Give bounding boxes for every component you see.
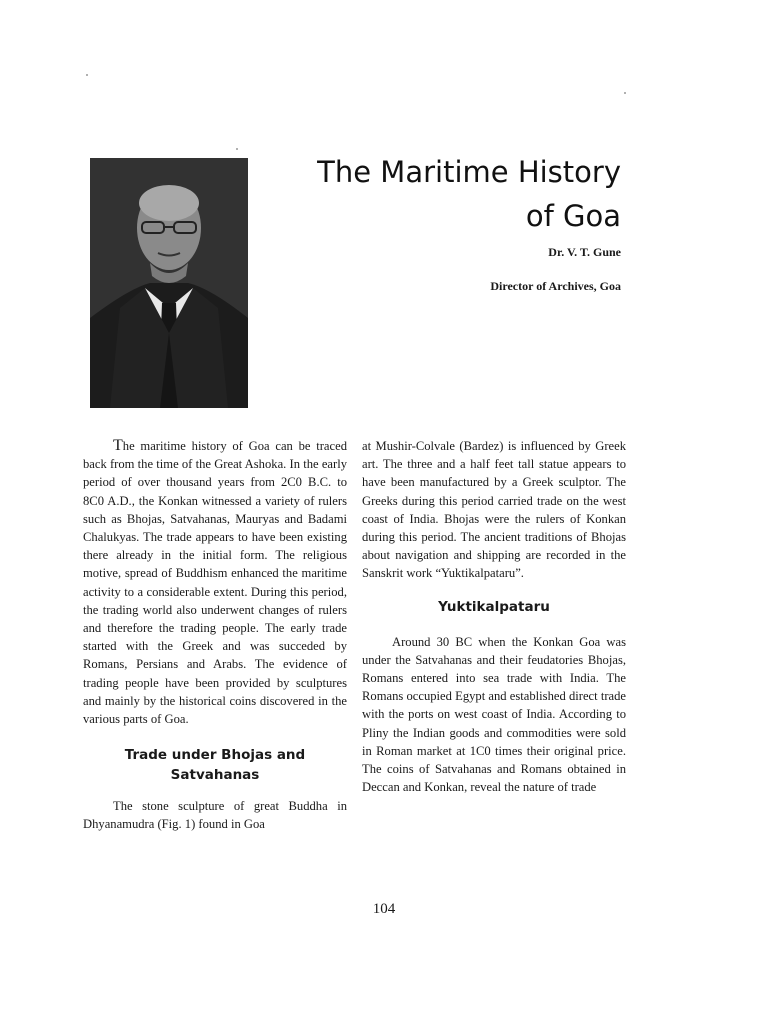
section-heading-yuktikalpataru: Yuktikalpataru <box>438 598 550 615</box>
intro-paragraph <box>83 437 347 728</box>
author-portrait-photo <box>90 158 248 408</box>
section-heading-trade: Trade under Bhojas and Satvahanas <box>124 747 306 784</box>
drop-cap: T <box>113 437 123 454</box>
title-line-2: of Goa <box>525 199 621 233</box>
right-column <box>362 437 626 796</box>
scan-speck <box>624 92 626 94</box>
scan-speck <box>86 74 88 76</box>
author-affiliation: Director of Archives, Goa <box>490 279 621 293</box>
left-column <box>83 437 347 834</box>
intro-paragraph-text: he maritime history of Goa can be traced back from the time of the Great Ashoka. In the early period of over thousand years from 2C0 B.C. to 8C0 A.D., the Konkan witnessed a variety of rulers such as Bhojas, Satvahanas, Mauryas and Badami Chalukyas. The trade appears to have been existing there already in the initial form. The religious motive, spread of Buddhism enhanced the maritime activity to a considerable extent. During this period, the trading world also underwent changes of rulers and therefore the trading people. The early trade started with the Greek and was succeded by Romans, Persians and Arabs. The evidence of trading people have been provided by sculptures and mainly by the historical coins discovered in the various parts of Goa. <box>83 439 347 727</box>
trade-paragraph: The stone sculpture of great Buddha in Dhyanamudra (Fig. 1) found in Goa <box>83 799 347 832</box>
yuktikalpataru-paragraph: Around 30 BC when the Konkan Goa was under the Satvahanas and their feudatories Bhojas, Romans entered into sea trade with India. The Romans occupied Egypt and established direct trade with the ports on west coast of India. According to Pliny the Indian goods and commodities were sold in Roman market at 1C0 times their original price. The coins of Satvahanas and Romans obtained in Deccan and Konkan, reveal the nature of trade <box>362 634 626 795</box>
scan-speck <box>236 148 238 150</box>
page-number: 104 <box>372 901 396 917</box>
article-title <box>317 150 621 238</box>
title-line-1: The Maritime History <box>317 155 621 189</box>
author-name: Dr. V. T. Gune <box>548 245 621 259</box>
continued-paragraph: at Mushir-Colvale (Bardez) is influenced by Greek art. The three and a half feet tall statue appears to have been manufactured by a Greek sculptor. The Greeks during this period carried trade on the west coast of India. Bhojas were the rulers of Konkan during this period. The ancient traditions of Bhojas about navigation and shipping are recorded in the Sanskrit work “Yuktikalpataru”. <box>362 439 626 581</box>
